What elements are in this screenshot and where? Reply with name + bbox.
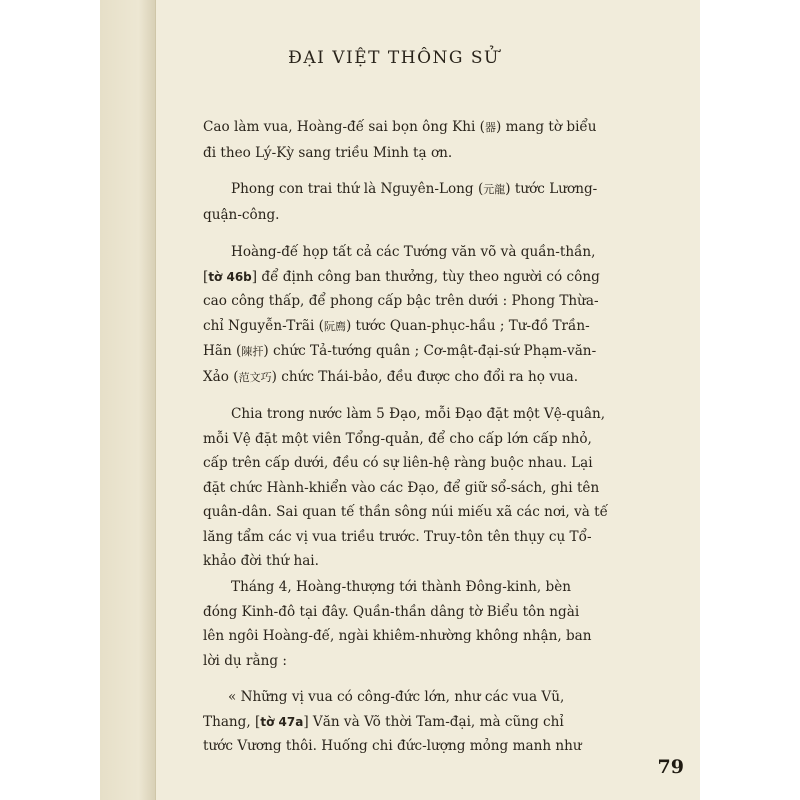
text-line (156, 427, 700, 452)
text-line (156, 451, 700, 476)
text-run: lên ngôi Hoàng-đế, ngài khiêm-nhường không nhận, ban (203, 628, 592, 644)
text-run: đóng Kinh-đô tại đây. Quần-thần dâng tờ Biểu tôn ngài (203, 603, 580, 620)
text-line (156, 575, 700, 600)
text-run: Hoàng-đế họp tất cả các Tướng văn võ và quần-thần, (231, 244, 596, 260)
text-run: ) tước Lương- (505, 181, 598, 197)
text-run: lời dụ rằng : (203, 652, 287, 669)
text-run: Thang, [ (203, 713, 261, 730)
text-line (156, 734, 700, 759)
text-run: tước Vương thôi. Huống chi đức-lượng mỏng manh như (203, 738, 582, 754)
paragraph-1 (156, 115, 700, 165)
paragraph-3 (156, 240, 700, 390)
text-line (156, 549, 700, 574)
text-line (156, 624, 700, 649)
text-run: Tháng 4, Hoàng-thượng tới thành Đông-kinh, bèn (231, 579, 572, 595)
text-line (156, 649, 700, 674)
text-line (156, 525, 700, 550)
text-run: Xảo ( (203, 368, 239, 385)
text-run: chỉ Nguyễn-Trãi ( (203, 317, 324, 334)
paragraph-5 (156, 575, 700, 673)
text-run: ) chức Thái-bảo, đều được cho đổi ra họ vua. (271, 368, 579, 385)
text-run: Cao làm vua, Hoàng-đế sai bọn ông Khi ( (203, 119, 485, 135)
book-scan (100, 0, 700, 800)
folio-reference: tờ 47a (260, 714, 304, 729)
folio-reference: tờ 46b (208, 269, 252, 284)
han-characters: 范文巧 (238, 370, 272, 384)
han-characters: 器 (485, 121, 496, 134)
text-run: ] để định công ban thưởng, tùy theo người có công (251, 268, 600, 285)
text-line (156, 115, 700, 141)
han-characters: 陳扞 (241, 345, 264, 358)
left-page-edge (100, 0, 156, 800)
text-run: Hãn ( (203, 343, 242, 359)
text-run: khảo đời thứ hai. (203, 553, 319, 569)
text-run: ] Văn và Võ thời Tam-đại, mà cũng chỉ (303, 713, 564, 730)
text-run: ) tước Quan-phục-hầu ; Tư-đồ Trần- (345, 317, 590, 334)
text-line (156, 141, 700, 166)
text-line (156, 710, 700, 735)
text-line (156, 685, 700, 710)
text-line (156, 177, 700, 203)
text-line (156, 365, 700, 391)
text-line (156, 402, 700, 427)
text-line (156, 203, 700, 228)
text-run: quận-công. (203, 206, 280, 223)
text-line (156, 240, 700, 265)
text-run: đi theo Lý-Kỳ sang triều Minh tạ ơn. (203, 144, 453, 161)
paragraph-2 (156, 177, 700, 227)
page-number: 79 (657, 756, 684, 778)
text-line (156, 265, 700, 290)
text-line (156, 289, 700, 314)
text-run: [ (203, 268, 209, 285)
text-line (156, 600, 700, 625)
text-run: ) chức Tả-tướng quân ; Cơ-mật-đại-sứ Phạm-văn- (263, 343, 597, 359)
text-run: đặt chức Hành-khiển vào các Đạo, để giữ sổ-sách, ghi tên (203, 479, 600, 496)
text-run: cao công thấp, để phong cấp bậc trên dưới : Phong Thừa- (203, 293, 599, 309)
text-run: Phong con trai thứ là Nguyên-Long ( (231, 181, 484, 197)
paragraph-6-quote (156, 685, 700, 759)
han-characters: 阮廌 (323, 319, 346, 333)
text-run: ) mang tờ biểu (496, 119, 597, 135)
paragraph-4 (156, 402, 700, 574)
text-line (156, 314, 700, 340)
text-line (156, 500, 700, 525)
text-run: « Những vị vua có công-đức lớn, như các vua Vũ, (228, 689, 565, 705)
text-line (156, 339, 700, 365)
running-header: ĐẠI VIỆT THÔNG SỬ (288, 48, 500, 68)
han-characters: 元龍 (483, 183, 506, 196)
text-run: lăng tẩm các vị vua triều trước. Truy-tôn tên thụy cụ Tổ- (203, 528, 592, 545)
text-run: cấp trên cấp dưới, đều có sự liên-hệ ràng buộc nhau. Lại (203, 455, 593, 471)
text-line (156, 476, 700, 501)
text-run: quân-dân. Sai quan tế thần sông núi miếu xã các nơi, và tế (203, 504, 609, 520)
right-page (156, 0, 700, 800)
text-run: Chia trong nước làm 5 Đạo, mỗi Đạo đặt một Vệ-quân, (231, 406, 606, 422)
text-run: mỗi Vệ đặt một viên Tổng-quản, để cho cấp lớn cấp nhỏ, (203, 430, 592, 447)
